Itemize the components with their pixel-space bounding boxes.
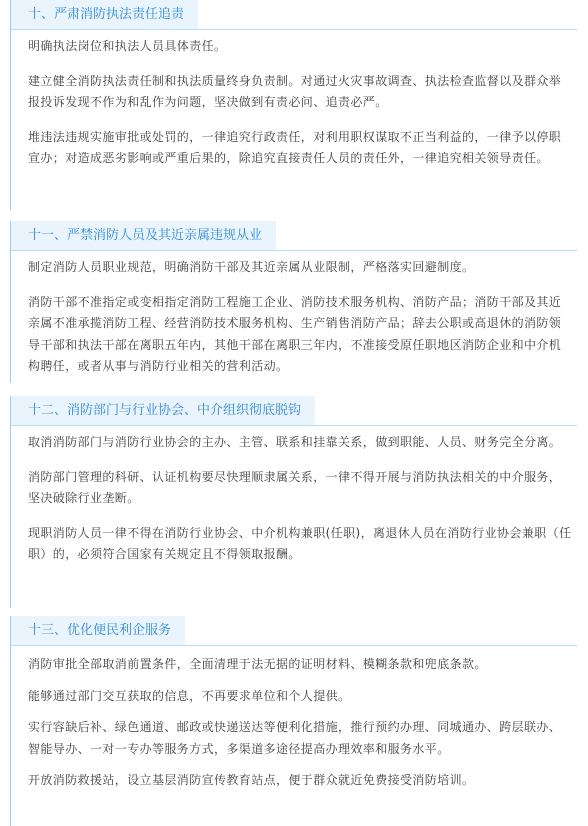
section-12	[10, 396, 577, 608]
paragraph: 明确执法岗位和执法人员具体责任。	[28, 39, 227, 53]
paragraph: 堆违法违规实施审批或处罚的，一律追究行政责任，对利用职权谋取不正当利益的，一律予以停职宣办；对造成恶劣影响或严重后果的，除追究直接责任人员的责任外，一律追究相关领导责任。	[28, 129, 562, 165]
section-11	[10, 221, 577, 383]
paragraph: 消防审批全部取消前置条件，全面清理于法无据的证明材料、模糊条款和兜底条款。	[28, 657, 487, 671]
paragraph: 消防干部不准指定或变相指定消防工程施工企业、消防技术服务机构、消防产品；消防干部及其近亲属不准承揽消防工程、经营消防技术服务机构、生产销售消防产品；辞去公职或高退休的消防领导干部和执法干部在离职五年内，其他干部在离职三年内，不准接受原任职地区消防企业和中介机构聘任，或者从事与消防行业相关的营利活动。	[28, 294, 562, 373]
section-title: 十二、消防部门与行业协会、中介组织彻底脱钩	[11, 396, 315, 426]
section-13	[10, 616, 577, 826]
section-header-rule	[276, 250, 577, 251]
section-10	[10, 0, 577, 210]
paragraph: 消防部门管理的科研、认证机构要尽快理顺隶属关系，一律不得开展与消防执法相关的中介服务，坚决破除行业垄断。	[28, 469, 562, 505]
section-header	[11, 616, 577, 646]
paragraph: 实行容缺后补、绿色通道、邮政或快递送达等便利化措施，推行预约办理、同城通办、跨层联办、智能导办、一对一专办等服务方式，多渠道多途径提高办理效率和服务水平。	[28, 720, 562, 756]
paragraph: 开放消防救援站，设立基层消防宣传教育站点，便于群众就近免费接受消防培训。	[28, 773, 475, 787]
paragraph: 制定消防人员职业规范，明确消防干部及其近亲属从业限制，严格落实回避制度。	[28, 260, 475, 274]
section-header	[11, 0, 577, 30]
section-header-rule	[198, 29, 577, 30]
section-header-rule	[315, 425, 577, 426]
section-header	[11, 221, 577, 251]
paragraph: 建立健全消防执法责任制和执法质量终身负责制。对通过火灾事故调查、执法检查监督以及群众举报投诉发现不作为和乱作为问题，坚决做到有责必问、追责必严。	[28, 73, 562, 109]
paragraph: 取消消防部门与消防行业协会的主办、主管、联系和挂靠关系，做到职能、人员、财务完全分离。	[28, 435, 562, 449]
section-title: 十一、严禁消防人员及其近亲属违规从业	[11, 221, 276, 251]
paragraph: 能够通过部门交互获取的信息，不再要求单位和个人提供。	[28, 688, 351, 703]
section-header-rule	[185, 645, 577, 646]
section-title: 十三、优化便民利企服务	[11, 616, 185, 646]
section-header	[11, 396, 577, 426]
section-title: 十、严肃消防执法责任追责	[11, 0, 198, 30]
paragraph: 现职消防人员一律不得在消防行业协会、中介机构兼职(任职)，离退休人员在消防行业协会兼职（任职）的，必须符合国家有关规定且不得领取报酬。	[28, 525, 572, 561]
